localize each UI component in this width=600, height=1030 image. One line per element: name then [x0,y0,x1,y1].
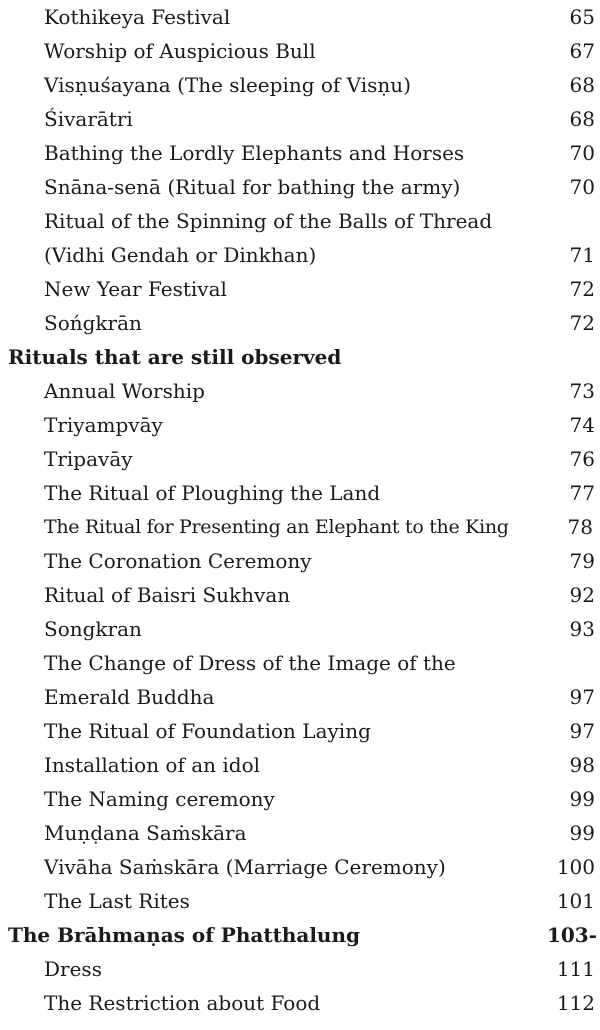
toc-entry-title: Ritual of the Spinning of the Balls of Thread [44,209,493,233]
toc-entry-page: 67 [569,39,595,63]
toc-entry-page: 77 [569,481,595,505]
toc-entry-title: Bathing the Lordly Elephants and Horses [44,141,465,165]
toc-entry-page: 68 [569,107,595,131]
toc-entry-worship-of-auspicious-bull [0,34,600,68]
toc-entry-page: 97 [569,719,595,743]
toc-entry-title: The Coronation Ceremony [44,549,312,573]
toc-entry-title: The Restriction about Food [44,991,321,1015]
toc-section-heading [0,340,600,374]
toc-entry-baisri-sukhvan [0,578,600,612]
toc-entry-title: Dress [44,957,102,981]
toc-entry-title: The Naming ceremony [44,787,275,811]
toc-entry-page: 72 [569,311,595,335]
toc-entry-title: The Ritual of Foundation Laying [44,719,371,743]
toc-entry-presenting-elephant [0,510,600,544]
toc-entry-title: Emerald Buddha [44,685,215,709]
toc-entry-page: 99 [569,787,595,811]
toc-entry-dress [0,952,600,986]
toc-entry-visnusayana [0,68,600,102]
toc-entry-title: New Year Festival [44,277,227,301]
toc-entry-title: Triyampvāy [44,413,163,437]
toc-entry-songkran-2 [0,612,600,646]
toc-entry-title: The Ritual of Ploughing the Land [44,481,381,505]
toc-entry-page: 70 [569,175,595,199]
toc-entry-title: Sońgkrān [44,311,142,335]
toc-entry-page: 73 [569,379,595,403]
toc-entry-installation-of-idol [0,748,600,782]
toc-entry-page: 79 [569,549,595,573]
toc-entry-ploughing-the-land [0,476,600,510]
toc-entry-songkran-1 [0,306,600,340]
toc-entry-title: The Ritual for Presenting an Elephant to the King [44,516,509,538]
toc-entry-title: Śivarātri [44,107,133,131]
toc-entry-naming-ceremony [0,782,600,816]
toc-entry-restriction-about-food [0,986,600,1020]
toc-entry-bathing-elephants [0,136,600,170]
toc-entry-page: 100 [556,855,595,879]
toc-entry-triyampvay [0,408,600,442]
toc-section-title: The Brāhmaṇas of Phatthalung [8,923,360,947]
toc-entry-title: Ritual of Baisri Sukhvan [44,583,291,607]
toc-entry-sivaratri [0,102,600,136]
toc-entry-title: The Change of Dress of the Image of the [44,651,456,675]
toc-entry-page: 74 [569,413,595,437]
toc-section-heading [0,918,600,952]
toc-entry-page: 92 [569,583,595,607]
toc-entry-title: Annual Worship [44,379,205,403]
toc-entry-title: Kothikeya Festival [44,5,231,29]
toc-entry-page: 76 [569,447,595,471]
toc-entry-title: Installation of an idol [44,753,261,777]
toc-entry-spinning-balls-of-thread [0,204,600,238]
toc-entry-title: Worship of Auspicious Bull [44,39,316,63]
toc-entry-page: 65 [569,5,595,29]
toc-entry-title: Songkran [44,617,142,641]
toc-entry-change-of-dress [0,646,600,680]
toc-entry-page: 78 [567,515,593,539]
toc-entry-foundation-laying [0,714,600,748]
toc-entry-page: 68 [569,73,595,97]
toc-entry-emerald-buddha [0,680,600,714]
toc-entry-page: 99 [569,821,595,845]
toc-entry-title: Tripavāy [44,447,133,471]
toc-entry-kothikeya-festival [0,0,600,34]
toc-entry-page: 103- [546,923,597,947]
toc-entry-title: Vivāha Saṁskāra (Marriage Ceremony) [44,855,446,879]
toc-entry-vidhi-gendah [0,238,600,272]
toc-entry-last-rites [0,884,600,918]
toc-entry-page: 111 [556,957,595,981]
toc-entry-page: 72 [569,277,595,301]
toc-entry-page: 93 [569,617,595,641]
toc-entry-page: 112 [556,991,595,1015]
toc-entry-mundana-samskara [0,816,600,850]
toc-entry-page: 71 [569,243,595,267]
toc-entry-page: 97 [569,685,595,709]
toc-entry-title: Muṇḍana Saṁskāra [44,821,247,845]
toc-entry-page: 101 [556,889,595,913]
toc-section-title: Rituals that are still observed [8,345,342,369]
toc-entry-title: The Last Rites [44,889,190,913]
toc-entry-page: 70 [569,141,595,165]
toc-entry-snana-sena [0,170,600,204]
toc-entry-title: Snāna-senā (Ritual for bathing the army) [44,175,461,199]
toc-entry-new-year-festival [0,272,600,306]
toc-entry-annual-worship [0,374,600,408]
toc-entry-page: 98 [569,753,595,777]
toc-entry-vivaha-samskara [0,850,600,884]
toc-entry-title: (Vidhi Gendah or Dinkhan) [44,243,317,267]
toc-entry-tripavay [0,442,600,476]
toc-entry-coronation-ceremony [0,544,600,578]
toc-entry-title: Visṇuśayana (The sleeping of Visṇu) [44,73,411,97]
